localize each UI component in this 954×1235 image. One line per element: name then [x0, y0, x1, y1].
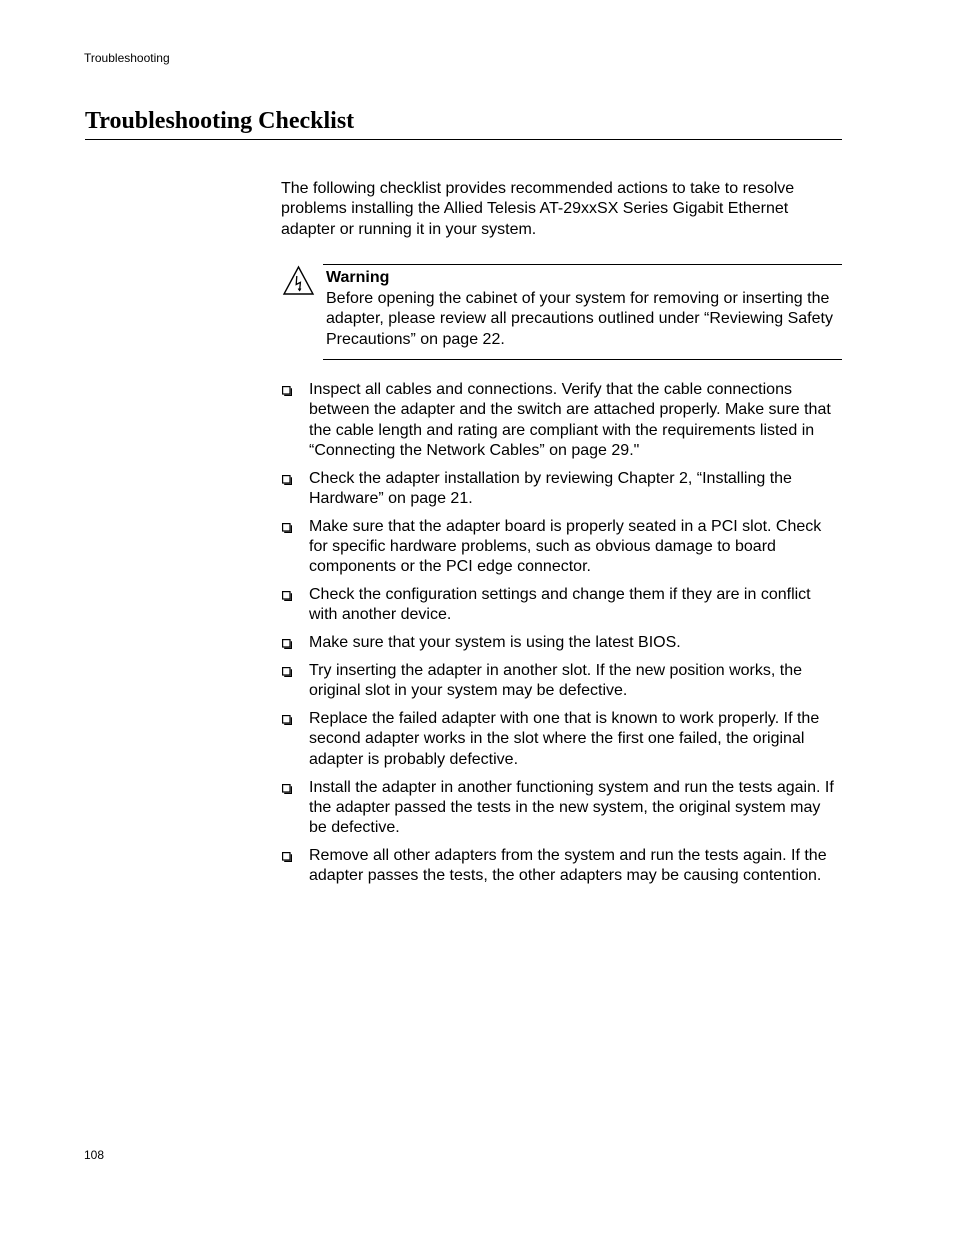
title-rule [85, 139, 842, 140]
warning-rule-top [323, 264, 842, 265]
warning-text: Before opening the cabinet of your system for removing or inserting the adapter, please review all precautions outlined under “Reviewing Safety Precautions” on page 22. [326, 290, 833, 348]
warning-title: Warning [326, 269, 390, 286]
checklist-item-text: Check the configuration settings and change them if they are in conflict with another device. [309, 586, 811, 624]
checklist-item-text: Install the adapter in another functioning system and run the tests again. If the adapter passed the tests in the new system, the original system may be defective. [309, 778, 834, 837]
checklist-item [281, 517, 842, 578]
checklist-item [281, 633, 842, 653]
electrical-hazard-icon [282, 265, 315, 296]
checklist-item-text: Make sure that the adapter board is properly seated in a PCI slot. Check for specific hardware problems, such as obvious damage to board components or the PCI edge connector. [309, 517, 822, 576]
troubleshooting-checklist [281, 380, 842, 894]
checklist-item-text: Replace the failed adapter with one that is known to work properly. If the second adapter works in the slot where the first one failed, the original adapter is probably defective. [309, 710, 820, 768]
page-number: 108 [84, 1148, 105, 1162]
checklist-item [281, 469, 842, 510]
checkbox-icon [282, 784, 292, 794]
warning-rule-bottom [323, 359, 842, 360]
page-title: Troubleshooting Checklist [85, 108, 355, 134]
checkbox-icon [282, 386, 292, 396]
checklist-item-text: Inspect all cables and connections. Verify that the cable connections between the adapter and the switch are attached properly. Make sure that the cable length and rating are compliant with the requirements listed in “Connecting the Network Cables” on page 29." [309, 381, 831, 459]
checkbox-icon [282, 852, 292, 862]
checklist-item [281, 778, 842, 839]
checkbox-icon [282, 591, 292, 601]
checklist-item-text: Try inserting the adapter in another slot. If the new position works, the original slot in your system may be defective. [309, 662, 802, 700]
intro-paragraph: The following checklist provides recommended actions to take to resolve problems installing the Allied Telesis AT-29xxSX Series Gigabit Ethernet adapter or running it in your system. [281, 180, 795, 238]
checkbox-icon [282, 667, 292, 677]
running-header: Troubleshooting [84, 51, 170, 65]
checklist-item [281, 585, 842, 626]
checkbox-icon [282, 475, 292, 485]
warning-block [281, 264, 842, 360]
checklist-item [281, 709, 842, 770]
checkbox-icon [282, 639, 292, 649]
checkbox-icon [282, 523, 292, 533]
checklist-item [281, 380, 842, 461]
checklist-item-text: Check the adapter installation by reviewing Chapter 2, “Installing the Hardware” on page 21. [309, 469, 792, 507]
checklist-item-text: Make sure that your system is using the latest BIOS. [309, 634, 681, 652]
checklist-item [281, 846, 842, 887]
checklist-item-text: Remove all other adapters from the system and run the tests again. If the adapter passes the tests, the other adapters may be causing contention. [309, 846, 827, 885]
checklist-item [281, 661, 842, 702]
checkbox-icon [282, 715, 292, 725]
